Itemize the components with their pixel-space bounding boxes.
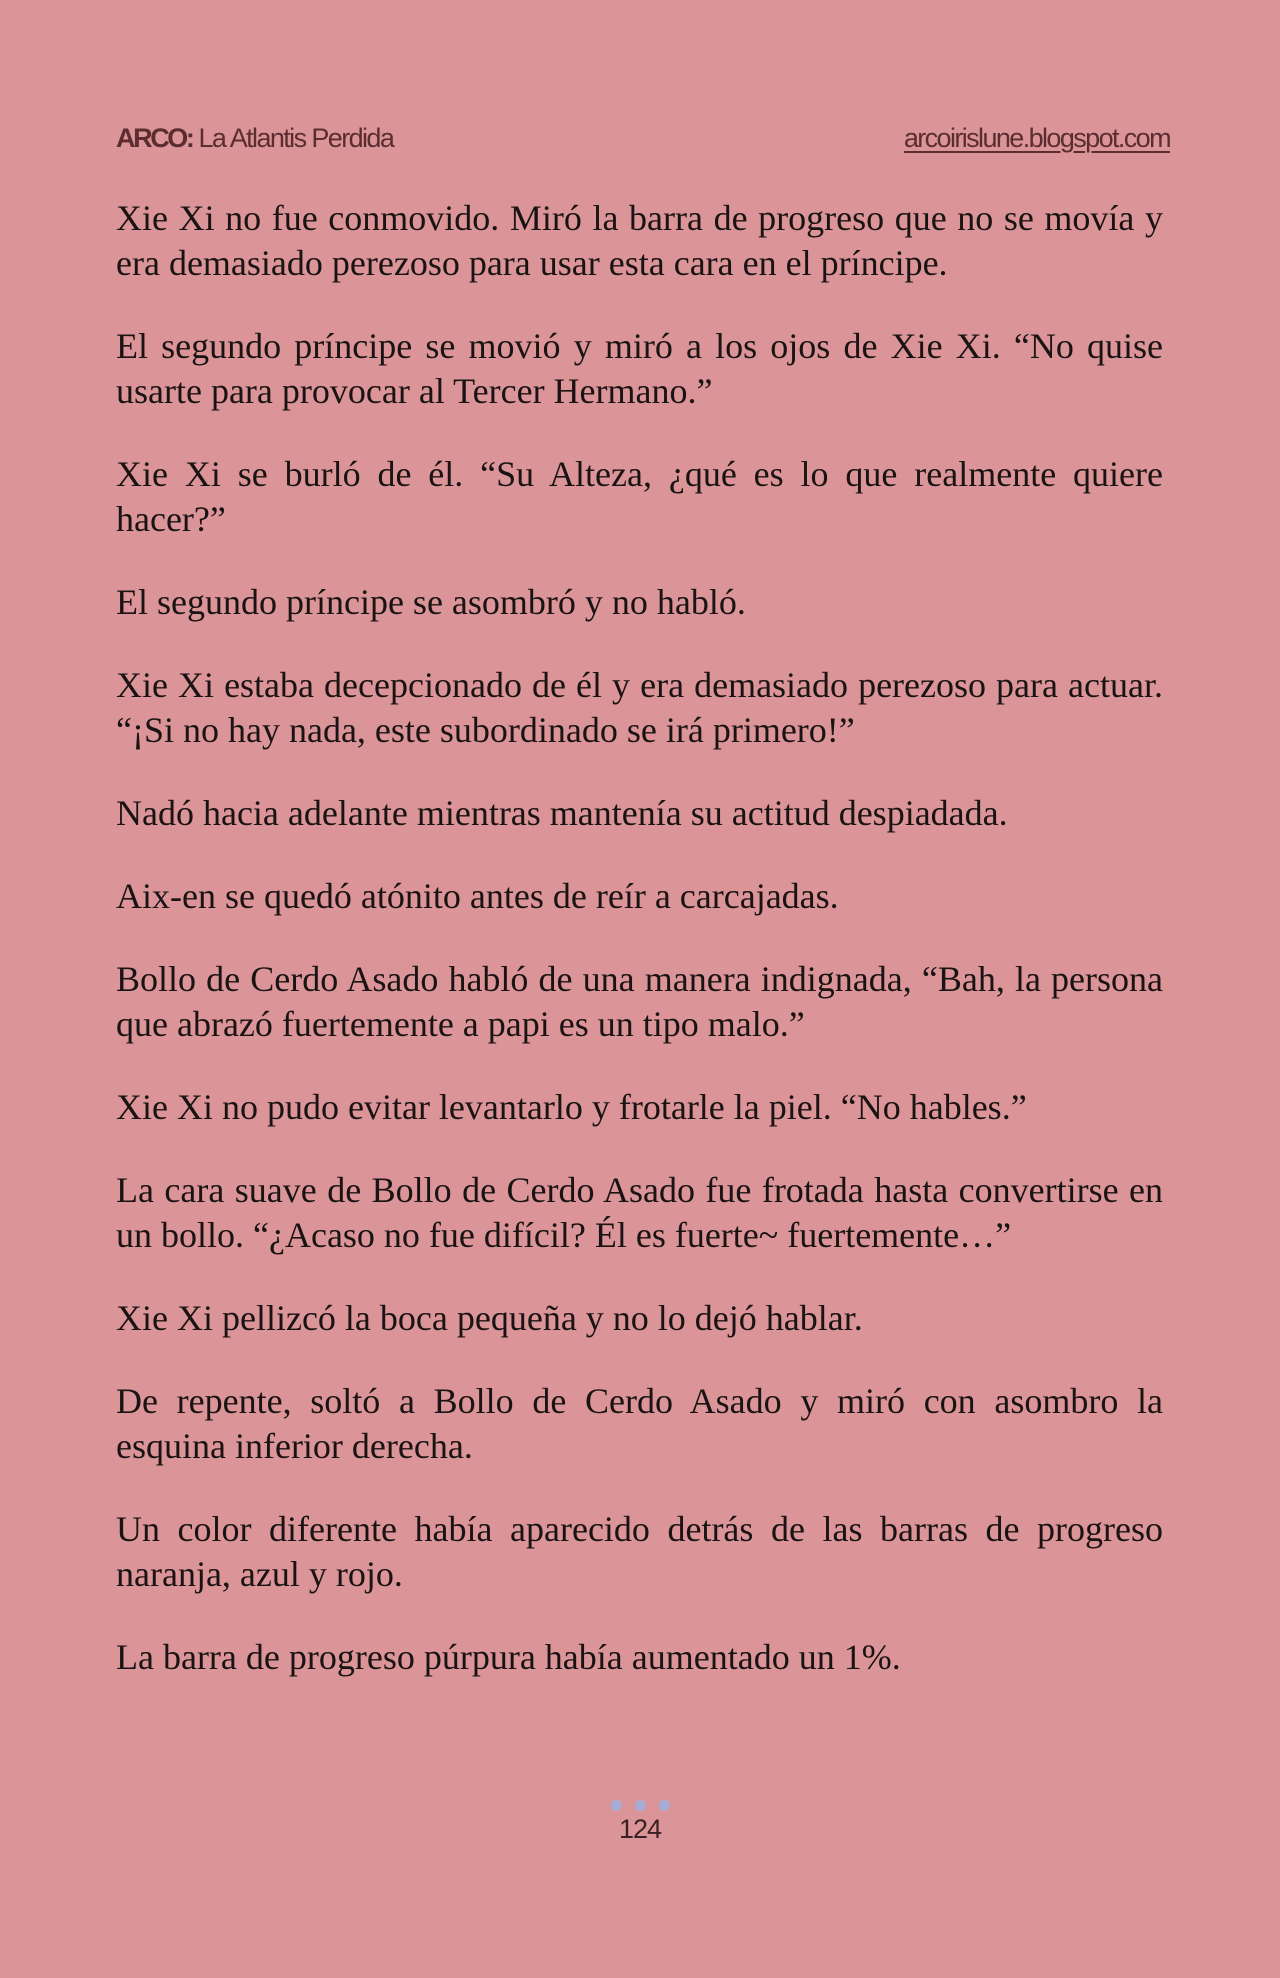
paragraph: Xie Xi pellizcó la boca pequeña y no lo dejó hablar.	[116, 1298, 863, 1338]
paragraph: Un color diferente había aparecido detrás de las barras de progreso naranja, azul y rojo.	[116, 1509, 1163, 1594]
paragraph: Xie Xi estaba decepcionado de él y era demasiado perezoso para actuar. “¡Si no hay nada, este subordinado se irá primero!”	[116, 665, 1163, 750]
ornament-dots	[0, 1800, 1280, 1812]
paragraph: Nadó hacia adelante mientras mantenía su actitud despiadada.	[116, 793, 1008, 833]
paragraph: De repente, soltó a Bollo de Cerdo Asado y miró con asombro la esquina inferior derecha.	[116, 1381, 1163, 1466]
dot-icon	[659, 1800, 670, 1811]
paragraph: Xie Xi no pudo evitar levantarlo y frotarle la piel. “No hables.”	[116, 1087, 1027, 1127]
page-footer	[0, 1800, 1280, 1845]
page-number: 124	[618, 1814, 662, 1844]
book-abbrev: ARCO:	[116, 122, 193, 153]
paragraph: La cara suave de Bollo de Cerdo Asado fue frotada hasta convertirse en un bollo. “¿Acaso no fue difícil? Él es fuerte~ fuertemente…”	[116, 1170, 1163, 1255]
paragraph: Bollo de Cerdo Asado habló de una manera indignada, “Bah, la persona que abrazó fuertemente a papi es un tipo malo.”	[116, 959, 1163, 1044]
book-title-header	[116, 123, 393, 154]
paragraph: La barra de progreso púrpura había aumentado un 1%.	[116, 1637, 901, 1677]
page-body	[116, 196, 1163, 1718]
site-link[interactable]: arcoirislune.blogspot.com	[903, 122, 1170, 153]
dot-icon	[611, 1800, 622, 1811]
paragraph: Aix-en se quedó atónito antes de reír a carcajadas.	[116, 876, 839, 916]
paragraph: Xie Xi no fue conmovido. Miró la barra de progreso que no se movía y era demasiado perezoso para usar esta cara en el príncipe.	[116, 198, 1163, 283]
book-title: La Atlantis Perdida	[198, 122, 394, 153]
dot-icon	[635, 1800, 646, 1811]
paragraph: El segundo príncipe se movió y miró a los ojos de Xie Xi. “No quise usarte para provocar al Tercer Hermano.”	[116, 326, 1163, 411]
paragraph: Xie Xi se burló de él. “Su Alteza, ¿qué es lo que realmente quiere hacer?”	[116, 454, 1163, 539]
page-header	[116, 118, 1170, 158]
paragraph: El segundo príncipe se asombró y no habló.	[116, 582, 746, 622]
